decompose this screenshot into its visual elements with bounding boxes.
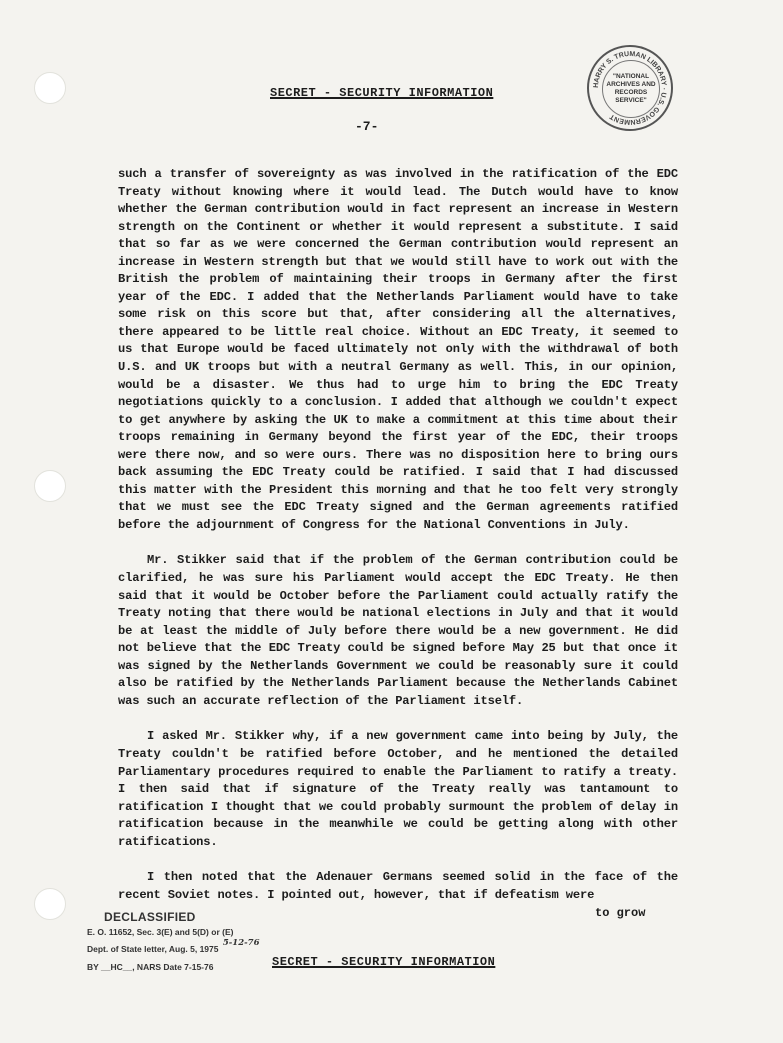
- declass-authority: E. O. 11652, Sec. 3(E) and 5(D) or (E): [87, 927, 234, 937]
- continuation-catchword: to grow: [595, 906, 646, 920]
- paragraph-stikker-reply: Mr. Stikker said that if the problem of the German contribution could be clarified, he was sure his Parliament would accept the EDC Treaty. He then said that it would be October before the Parliament could actually ratify the Treaty noting that there would be national elections in July and that it would be at least the middle of July before there would be a new government. He did not believe that the EDC Treaty could be signed before May 25 but that once it was signed by the Netherlands Government we could be reasonably sure it could also be ratified by the Netherlands Parliament because the Netherlands Cabinet was such an accurate reflection of the Parliament itself.: [118, 553, 678, 708]
- archive-seal-stamp: [587, 45, 673, 131]
- paragraph-adenauer: I then noted that the Adenauer Germans seemed solid in the face of the recent Soviet notes. I pointed out, however, that if defeatism were: [118, 870, 678, 902]
- seal-center: [602, 60, 660, 118]
- declassified-label: DECLASSIFIED: [104, 910, 196, 924]
- document-body: [118, 166, 678, 904]
- paragraph-ratification-question: I asked Mr. Stikker why, if a new government came into being by July, the Treaty couldn't be ratified before October, and he mentioned the detailed Parliamentary procedures required to enable the Parliament to ratify a treaty. I then said that if signature of the Treaty really was tantamount to ratification I thought that we could probably surmount the problem of delay in ratification because in the meanwhile we could be getting along with other ratifications.: [118, 729, 678, 849]
- page-number: -7-: [355, 119, 379, 134]
- classification-header: SECRET - SECURITY INFORMATION: [270, 86, 494, 100]
- paragraph-continued: such a transfer of sovereignty as was involved in the ratification of the EDC Treaty without knowing where it would lead. The Dutch would have to know whether the German contribution would in fact represent an increase in Western strength on the Continent or whether it would represent a substitute. I said that so far as we were concerned the German contribution would represent an increase in Western strength but that we would still have to work out with the British the problem of maintaining their troops in Germany after the first year of the EDC. I added that the Netherlands Parliament would have to take some risk on this score but that, after considering all the alternatives, there appeared to be little real choice. Without an EDC Treaty, it seemed to us that Europe would be faced ultimately not only with the withdrawal of both U.S. and UK troops but with a neutral Germany as well. This, in our opinion, would be a disaster. We thus had to urge him to bring the EDC Treaty negotiations quickly to a conclusion. I added that although we couldn't expect to get anywhere by asking the UK to make a commitment at this time about their troops remaining in Germany beyond the first year of the EDC, their troops were there now, and so were ours. There was no disposition here to bring ours back assuming the EDC Treaty could be ratified. I said that I had discussed this matter with the President this morning and that he too felt very strongly that we must see the EDC Treaty signed and the German agreements ratified before the adjournment of Congress for the National Conventions in July.: [118, 167, 678, 532]
- declass-dept-letter: [87, 938, 277, 959]
- declass-dept-text: Dept. of State letter, Aug. 5, 1975: [87, 944, 219, 954]
- punch-hole-middle: [34, 470, 66, 502]
- punch-hole-top: [34, 72, 66, 104]
- classification-footer: SECRET - SECURITY INFORMATION: [272, 955, 496, 969]
- seal-ring-text: HARRY S. TRUMAN LIBRARY · U.S. GOVERNMENT: [592, 50, 668, 126]
- declassification-stamp: [87, 910, 277, 976]
- declass-handwritten-date: 5-12-76: [222, 938, 260, 948]
- punch-hole-bottom: [34, 888, 66, 920]
- declass-by-nars: BY __HC__, NARS Date 7-15-76: [87, 962, 214, 972]
- seal-center-text: "NATIONAL ARCHIVES AND RECORDS SERVICE": [606, 73, 656, 104]
